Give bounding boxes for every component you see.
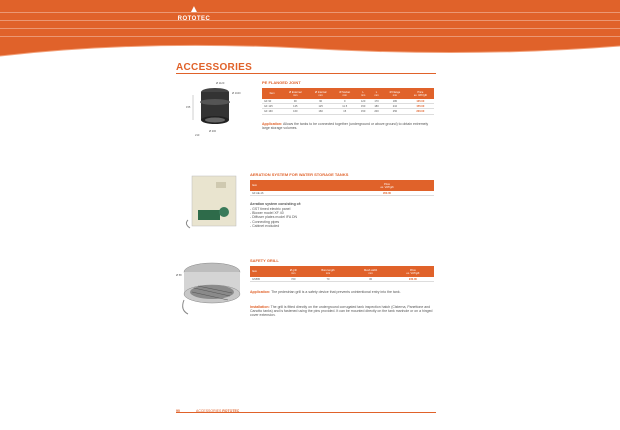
brand-logo	[175, 4, 213, 22]
list-item: - Connecting pipes	[250, 219, 280, 224]
list-item: - Diffuser plates model IFA DN	[250, 215, 298, 220]
table-row: GF 90 90 90 9 120 170 180 135.00	[262, 99, 434, 104]
aeration-title: AERATION SYSTEM FOR WATER STORAGE TANKS	[250, 172, 349, 177]
list-item: - Cabinet excluded	[250, 223, 280, 228]
title-rule	[176, 73, 436, 74]
dim-label-5: 210	[195, 134, 200, 137]
th-flange: Ø Flange mm	[383, 88, 407, 99]
th-socket: Ø Socket mm	[333, 88, 357, 99]
grill-application: Application: The pedestrian grill is a safety device that prevents unintentional entry into the tank.	[250, 290, 401, 294]
page-title: ACCESSORIES	[176, 62, 253, 73]
dim-label-2: Ø 1040	[232, 92, 241, 95]
th-mesh: Mesh width mm	[349, 266, 391, 277]
list-item: - GST timed electric panel	[250, 207, 291, 211]
pe-joint-title: PE FLANGED JOINT	[262, 80, 301, 85]
dim-label-4: Ø 200	[209, 130, 217, 133]
th-l2: L mm	[370, 88, 383, 99]
th-internal: Ø Internal mm	[308, 88, 333, 99]
pe-joint-application: Application: Allows the tanks to be connected together (underground or above ground) to obtain extremely large storage volumes.	[262, 122, 429, 131]
header-wave	[0, 38, 620, 68]
list-item: - Blower model XF 40	[250, 211, 284, 216]
dim-label-1: Ø 1120	[216, 82, 225, 85]
grill-diameter-label: Ø 58	[176, 274, 182, 277]
th-bore: Bore length mm	[307, 266, 350, 277]
table-row: GF 160 160 160 15 150 200 250 220.00	[262, 109, 434, 114]
grill-table	[250, 266, 434, 282]
th-item: Item	[250, 180, 340, 191]
th-item: Item	[250, 266, 280, 277]
table-row: GS580 720 70 30 230.00	[250, 277, 434, 282]
th-price: Price ex. VAT/gift	[392, 266, 434, 277]
page-number: 90	[176, 409, 180, 413]
th-price: Price ex. VAT/gift	[407, 88, 434, 99]
table-row: GF AE-16 950.00	[250, 191, 434, 196]
grill-title: SAFETY GRILL	[250, 258, 279, 263]
th-item: Item	[262, 88, 282, 99]
table-row: GF 125 125 125 11.5 150 180 210 155.00	[262, 104, 434, 109]
aeration-consisting-label: Aeration system consisting of:	[250, 202, 302, 206]
aeration-cabinet-image	[184, 172, 244, 230]
flanged-joint-image	[185, 80, 245, 140]
th-external: Ø External mm	[282, 88, 308, 99]
th-l1: L mm	[356, 88, 369, 99]
safety-grill-image	[176, 258, 244, 318]
aeration-table	[250, 180, 434, 196]
brand-name: ROTOTEC	[177, 16, 211, 22]
pe-joint-table	[262, 88, 434, 115]
th-grill: Ø grill mm	[280, 266, 307, 277]
footer-text: ACCESSORIES ROTOTEC	[196, 409, 240, 413]
aeration-items	[250, 207, 297, 228]
dim-label-3: 155	[186, 106, 191, 109]
logo-emblem-icon: ▲	[189, 4, 199, 15]
grill-installation: Installation: The grill is fitted directly on the underground corrugated tank inspection hatch (Cisterna, Panettone and Canotto tanks) and is fastened using the pins provided. It can be mounted directly on the tank manhole or on a hinged cover extension.	[250, 305, 433, 318]
th-price: Price ex. VAT/gift	[340, 180, 434, 191]
